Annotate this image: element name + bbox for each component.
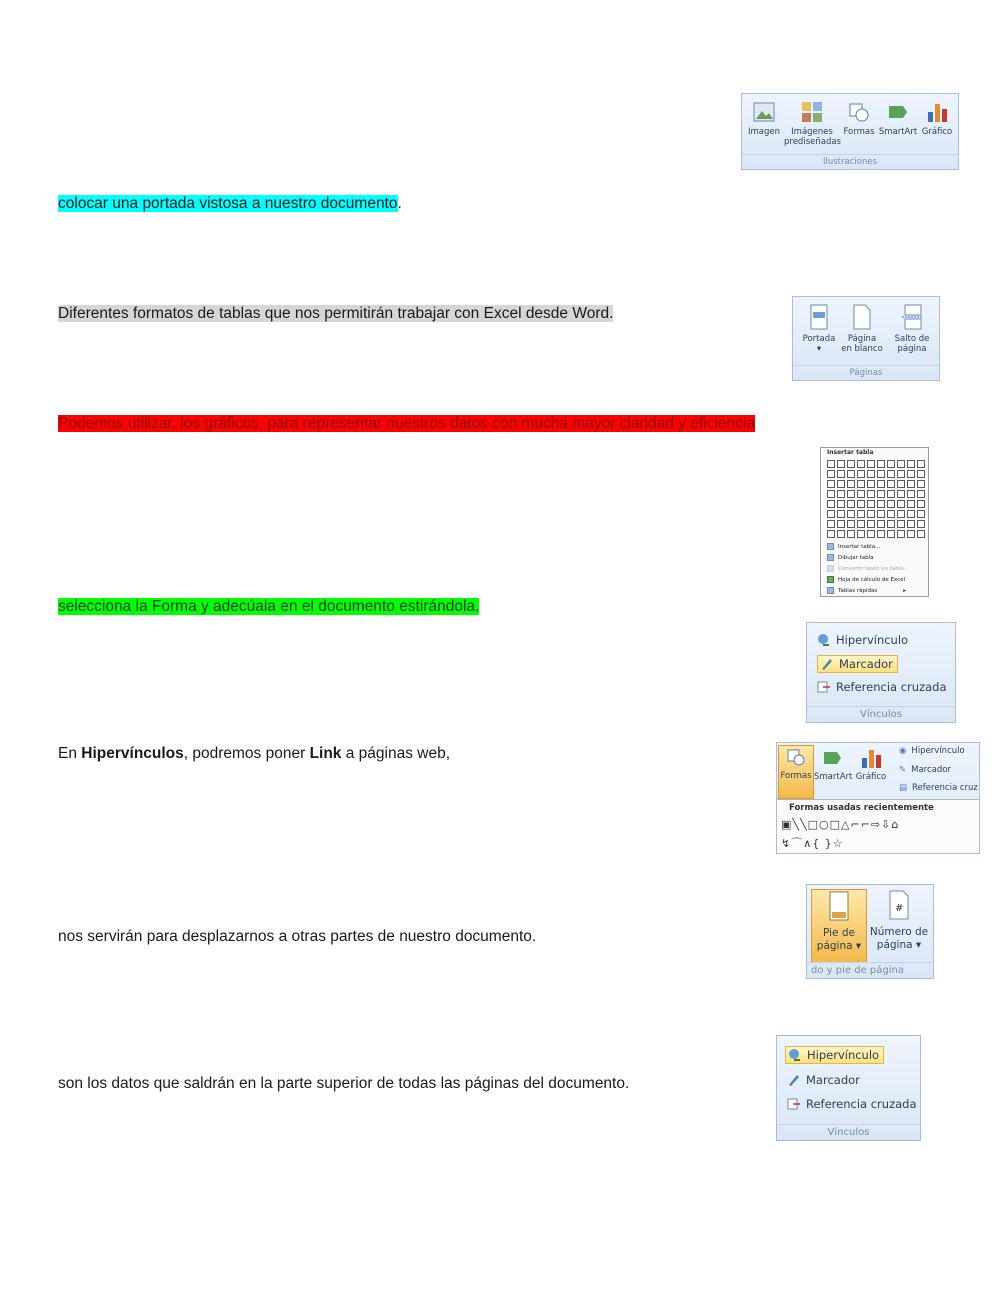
table-grid-cell[interactable] [907, 490, 915, 498]
table-grid-cell[interactable] [887, 470, 895, 478]
table-grid-cell[interactable] [847, 470, 855, 478]
table-grid-cell[interactable] [877, 500, 885, 508]
line-forma: selecciona la Forma y adecúala en el documento estirándola. [58, 598, 480, 615]
table-grid-cell[interactable] [847, 530, 855, 538]
picture-icon [752, 100, 776, 124]
smartart-icon [822, 747, 844, 769]
table-grid-cell[interactable] [897, 490, 905, 498]
menu-item-dibujar-tabla[interactable]: Dibujar tabla [827, 554, 874, 561]
table-grid-cell[interactable] [847, 510, 855, 518]
table-grid-cell[interactable] [897, 460, 905, 468]
numero-de-pagina-button[interactable]: # Número de página ▾ [867, 889, 931, 952]
table-grid-cell[interactable] [907, 480, 915, 488]
page-number-icon [886, 889, 912, 923]
smartart-button-2[interactable]: SmartArt [814, 747, 852, 782]
table-grid-cell[interactable] [917, 480, 925, 488]
ribbon-paginas [792, 296, 940, 381]
line-graficos: Podemos utilizar, los gráficos, para representar nuestros datos con mucha mayor claridad y eficiencia [58, 415, 755, 432]
table-grid-cell[interactable] [857, 510, 865, 518]
line-tablas: Diferentes formatos de tablas que nos permitirán trabajar con Excel desde Word. [58, 305, 614, 322]
table-grid-cell[interactable] [877, 530, 885, 538]
group-label-vinculos-2: Vínculos [777, 1124, 920, 1138]
table-grid-cell[interactable] [837, 480, 845, 488]
ribbon-formas-menu [776, 742, 980, 854]
smartart-button[interactable]: SmartArt [878, 100, 918, 137]
referencia-cruzada-button-3[interactable]: Referencia cruzada [787, 1097, 917, 1111]
table-grid-cell[interactable] [827, 520, 835, 528]
excel-icon [827, 576, 834, 583]
shapes-row-1[interactable]: ▣╲╲□○□△⌐⌐⇨⇩⌂ [781, 818, 900, 831]
hipervinculo-button-3[interactable]: Hipervínculo [785, 1046, 884, 1064]
table-grid-cell[interactable] [887, 490, 895, 498]
table-grid-cell[interactable] [857, 460, 865, 468]
ribbon-encabezado-pie [806, 884, 934, 979]
table-grid-cell[interactable] [857, 490, 865, 498]
table-grid-cell[interactable] [877, 520, 885, 528]
line-hipervinculos: En Hipervínculos, podremos poner Link a páginas web, [58, 745, 451, 762]
table-grid-cell[interactable] [827, 480, 835, 488]
table-grid-cell[interactable] [877, 460, 885, 468]
table-grid-cell[interactable] [917, 500, 925, 508]
table-grid-cell[interactable] [907, 460, 915, 468]
table-grid-cell[interactable] [857, 480, 865, 488]
table-grid-cell[interactable] [887, 520, 895, 528]
table-grid-cell[interactable] [897, 520, 905, 528]
table-grid-cell[interactable] [867, 510, 875, 518]
menu-item-tablas-rapidas[interactable]: Tablas rápidas ▸ [827, 587, 906, 594]
table-grid-cell[interactable] [827, 500, 835, 508]
portada-button[interactable]: Portada ▾ [797, 303, 841, 354]
table-grid-cell[interactable] [877, 480, 885, 488]
table-grid-cell[interactable] [857, 470, 865, 478]
grafico-button-2[interactable]: Gráfico [853, 747, 889, 782]
table-grid-cell[interactable] [837, 500, 845, 508]
table-grid-cell[interactable] [867, 460, 875, 468]
table-grid-cell[interactable] [867, 530, 875, 538]
table-grid-cell[interactable] [917, 490, 925, 498]
insertar-tabla-header: Insertar tabla [827, 449, 874, 456]
ribbon-vinculos-2 [776, 1035, 921, 1141]
quick-table-icon [827, 587, 834, 594]
marcador-button-3[interactable]: Marcador [787, 1073, 860, 1087]
table-grid-cell[interactable] [867, 500, 875, 508]
line-encabezado: son los datos que saldrán en la parte superior de todas las páginas del documento. [58, 1075, 630, 1092]
clipart-icon [800, 100, 824, 124]
menu-item-convertir-texto[interactable]: Convertir texto en tabla... [827, 565, 909, 572]
shapes-icon [847, 100, 871, 124]
table-grid-cell[interactable] [867, 470, 875, 478]
table-grid-cell[interactable] [907, 510, 915, 518]
table-grid-cell[interactable] [907, 500, 915, 508]
convert-icon [827, 565, 834, 572]
line-portada: colocar una portada vistosa a nuestro documento. [58, 195, 402, 212]
footer-icon [826, 890, 852, 924]
line-marcadores: nos servirán para desplazarnos a otras partes de nuestro documento. [58, 928, 537, 945]
hipervinculo-button-2[interactable]: ◉ Hipervínculo [899, 746, 965, 756]
smartart-icon [886, 100, 910, 124]
table-grid-cell[interactable] [897, 470, 905, 478]
table-grid-cell[interactable] [917, 530, 925, 538]
table-icon [827, 543, 834, 550]
table-grid-cell[interactable] [897, 500, 905, 508]
table-grid-cell[interactable] [837, 470, 845, 478]
table-grid-cell[interactable] [897, 530, 905, 538]
table-grid-cell[interactable] [827, 490, 835, 498]
table-grid-cell[interactable] [907, 520, 915, 528]
table-grid-cell[interactable] [857, 520, 865, 528]
table-grid-cell[interactable] [847, 500, 855, 508]
table-grid-cell[interactable] [847, 520, 855, 528]
page-break-icon [901, 303, 923, 331]
imagenes-prediseñadas-button[interactable]: Imágenes prediseñadas [784, 100, 840, 147]
pencil-icon [827, 554, 834, 561]
table-grid-cell[interactable] [917, 510, 925, 518]
table-grid-cell[interactable] [877, 470, 885, 478]
hipervinculo-button[interactable]: Hipervínculo [817, 633, 908, 647]
marcador-button-2[interactable]: ✎ Marcador [899, 765, 951, 775]
group-label-paginas: Páginas [793, 365, 939, 378]
submenu-arrow-icon: ▸ [903, 587, 906, 594]
table-grid-cell[interactable] [837, 510, 845, 518]
table-size-grid[interactable] [827, 460, 925, 538]
cover-page-icon [808, 303, 830, 331]
table-grid-cell[interactable] [877, 510, 885, 518]
menu-item-hoja-excel[interactable]: Hoja de cálculo de Excel [827, 576, 905, 583]
table-grid-cell[interactable] [847, 460, 855, 468]
table-grid-cell[interactable] [917, 470, 925, 478]
table-grid-cell[interactable] [887, 480, 895, 488]
table-grid-cell[interactable] [907, 470, 915, 478]
table-grid-cell[interactable] [917, 520, 925, 528]
table-grid-cell[interactable] [917, 460, 925, 468]
table-grid-cell[interactable] [887, 530, 895, 538]
table-grid-cell[interactable] [867, 480, 875, 488]
table-grid-cell[interactable] [907, 530, 915, 538]
marcador-button[interactable]: Marcador [817, 655, 898, 673]
menu-item-insertar-tabla[interactable]: Insertar tabla... [827, 543, 880, 550]
table-grid-cell[interactable] [827, 460, 835, 468]
group-label-ilustraciones: Ilustraciones [742, 154, 958, 167]
globe-link-icon [788, 1048, 802, 1062]
table-grid-cell[interactable] [887, 460, 895, 468]
shapes-icon [785, 746, 807, 768]
imagen-button[interactable]: Imagen [746, 100, 782, 137]
table-grid-cell[interactable] [837, 530, 845, 538]
table-grid-cell[interactable] [897, 480, 905, 488]
chart-icon [860, 747, 882, 769]
formas-recientes-header: Formas usadas recientemente [789, 803, 934, 813]
referencia-cruzada-button[interactable]: Referencia cruzada [817, 680, 947, 694]
formas-active-button[interactable]: Formas [778, 745, 814, 799]
table-grid-cell[interactable] [847, 490, 855, 498]
formas-button[interactable]: Formas [842, 100, 876, 137]
table-grid-cell[interactable] [857, 500, 865, 508]
globe-link-icon: ◉ [899, 746, 907, 756]
table-grid-cell[interactable] [837, 460, 845, 468]
formas-dropdown [777, 799, 979, 853]
table-grid-cell[interactable] [837, 520, 845, 528]
table-grid-cell[interactable] [857, 530, 865, 538]
globe-link-icon [817, 633, 831, 647]
pie-de-pagina-button[interactable]: Pie de página ▾ [811, 889, 867, 963]
bookmark-icon [787, 1073, 801, 1087]
ribbon-vinculos-1 [806, 622, 956, 723]
salto-de-pagina-button[interactable]: Salto de página [887, 303, 937, 354]
insertar-tabla-menu [820, 447, 929, 597]
table-grid-cell[interactable] [887, 500, 895, 508]
bookmark-icon: ✎ [899, 765, 907, 775]
table-grid-cell[interactable] [877, 490, 885, 498]
blank-page-icon [851, 303, 873, 331]
chart-icon [925, 100, 949, 124]
group-label-vinculos-1: Vínculos [807, 706, 955, 720]
table-grid-cell[interactable] [827, 530, 835, 538]
cross-reference-icon [817, 680, 831, 694]
pagina-en-blanco-button[interactable]: Página en blanco [839, 303, 885, 354]
svg-text:#: # [895, 903, 904, 914]
referencia-cruzada-button-2[interactable]: ▤ Referencia cruz [899, 783, 978, 793]
group-label-encabezado-pie: do y pie de página [807, 962, 933, 976]
grafico-button[interactable]: Gráfico [918, 100, 956, 137]
table-grid-cell[interactable] [887, 510, 895, 518]
table-grid-cell[interactable] [827, 510, 835, 518]
table-grid-cell[interactable] [867, 520, 875, 528]
table-grid-cell[interactable] [837, 490, 845, 498]
table-grid-cell[interactable] [827, 470, 835, 478]
ribbon-ilustraciones [741, 93, 959, 170]
bookmark-icon [820, 657, 834, 671]
cross-reference-icon [787, 1097, 801, 1111]
table-grid-cell[interactable] [847, 480, 855, 488]
shapes-row-2[interactable]: ↯⌒∧{ }☆ [781, 837, 844, 850]
table-grid-cell[interactable] [897, 510, 905, 518]
cross-reference-icon: ▤ [899, 783, 908, 793]
table-grid-cell[interactable] [867, 490, 875, 498]
dropdown-arrow-icon: ▾ [816, 344, 822, 354]
